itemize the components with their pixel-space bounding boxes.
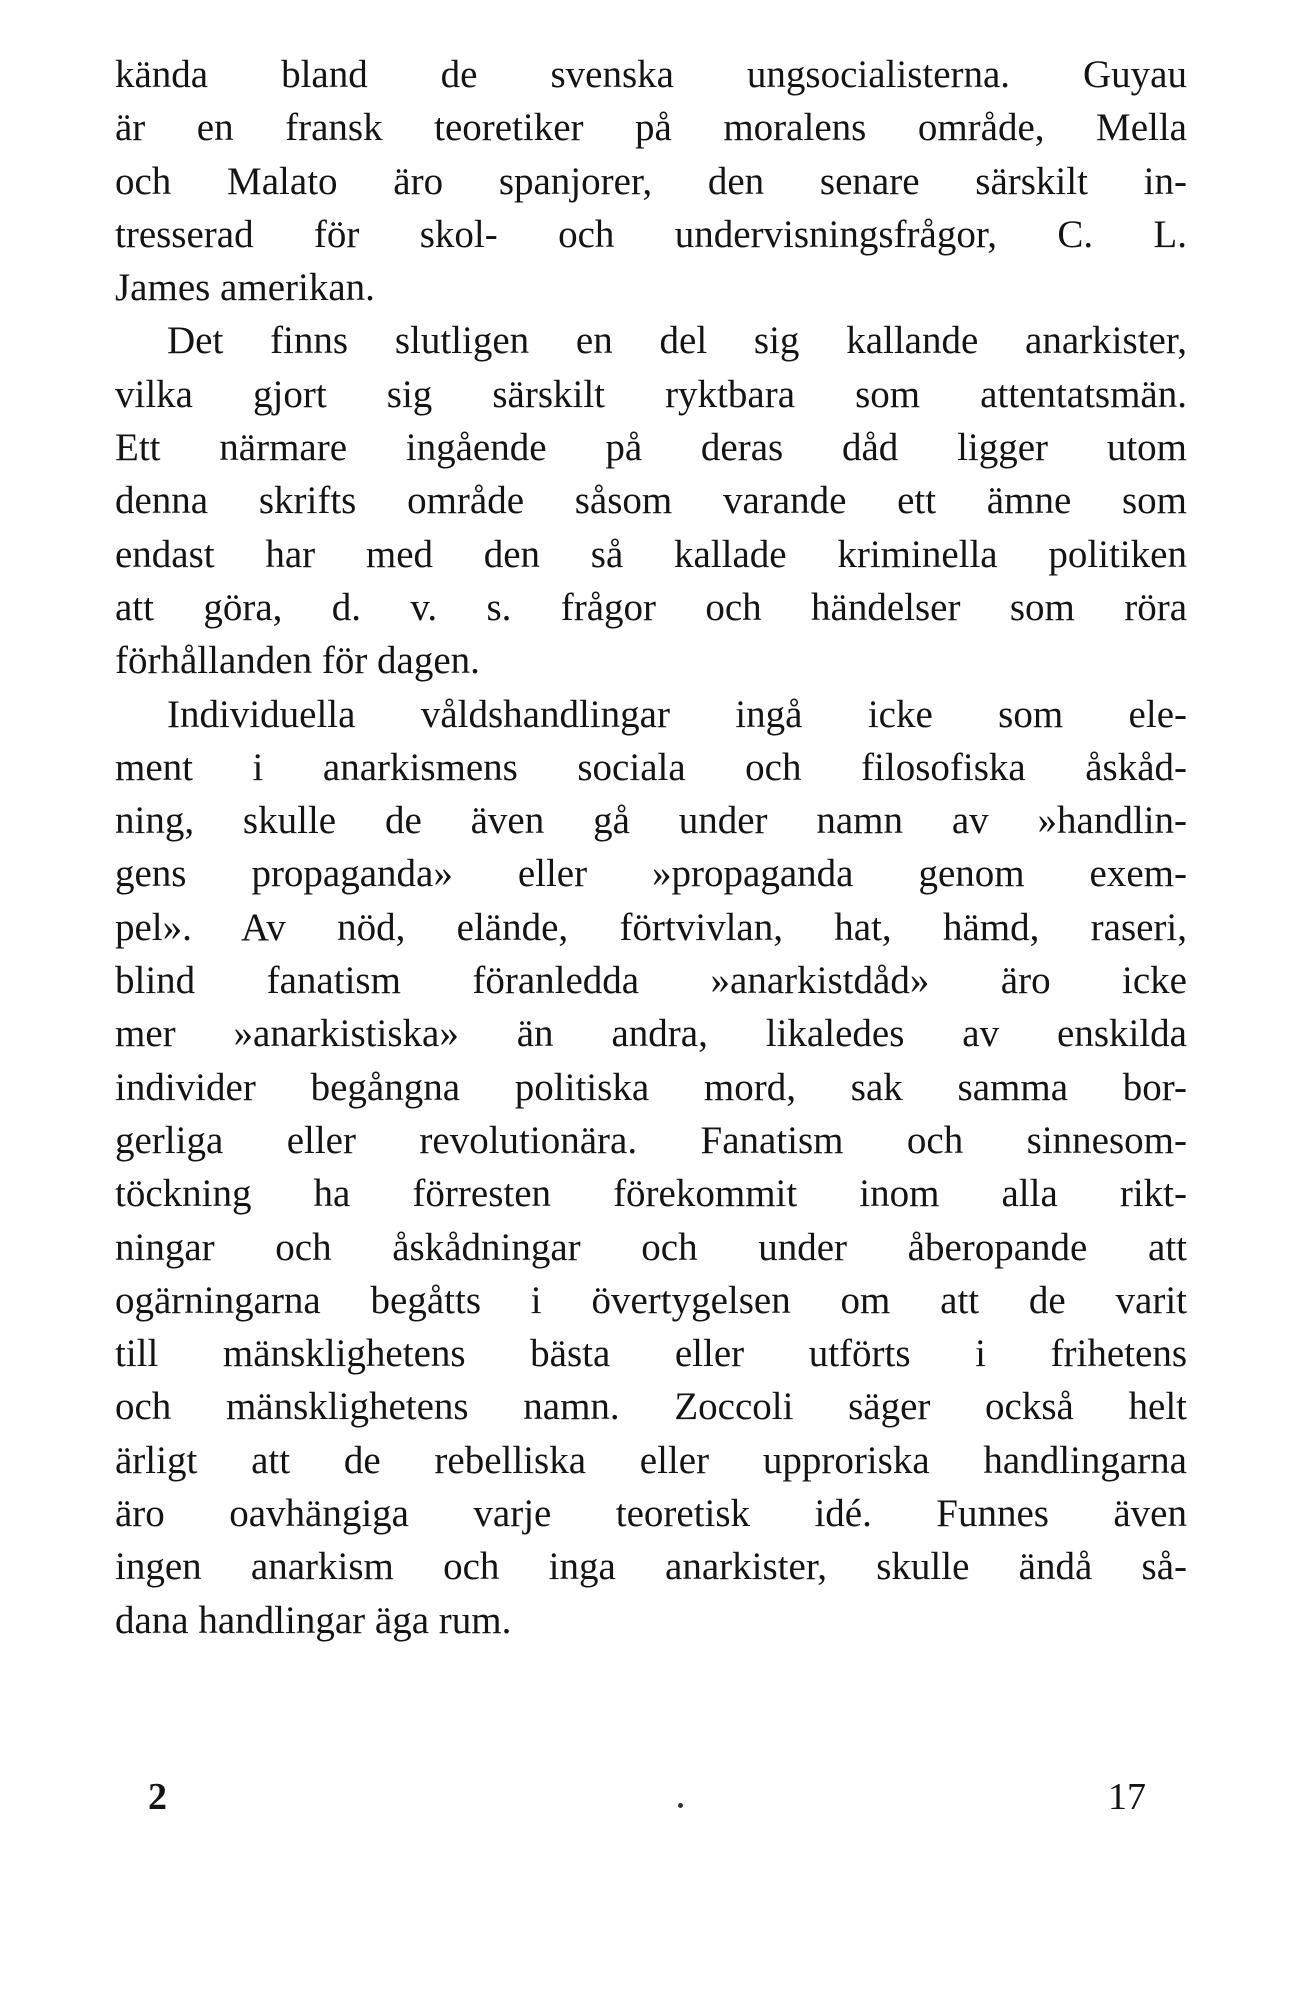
text-line: ment i anarkismens sociala och filosofiska åskåd- [115,745,1187,789]
text-line: blind fanatism föranledda »anarkistdåd» äro icke [115,959,1187,1003]
text-line: James amerikan. [115,266,375,310]
text-line: dana handlingar äga rum. [115,1598,512,1642]
text-line: är en fransk teoretiker på moralens område, Mella [115,106,1187,150]
text-line: mer »anarkistiska» än andra, likaledes av enskilda [115,1012,1187,1056]
page-footer [0,1775,1300,1845]
text-line: äro oavhängiga varje teoretisk idé. Funnes även [115,1492,1187,1536]
text-line: Ett närmare ingående på deras dåd ligger utom [115,426,1187,470]
paragraph-start-line: Det finns slutligen en del sig kallande anarkister, [167,319,1187,363]
paragraph-start-line: Individuella våldshandlingar ingå icke som ele- [167,692,1187,736]
decorative-dot [678,1803,683,1808]
text-line: individer begångna politiska mord, sak samma bor- [115,1065,1187,1109]
text-line: töckning ha förresten förekommit inom alla rikt- [115,1172,1187,1216]
text-line: pel». Av nöd, elände, förtvivlan, hat, hämd, raseri, [115,905,1187,949]
text-line: förhållanden för dagen. [115,639,480,683]
text-line: denna skrifts område såsom varande ett ämne som [115,479,1187,523]
signature-mark: 2 [148,1776,167,1818]
text-line: gens propaganda» eller »propaganda genom exem- [115,852,1187,896]
text-line: endast har med den så kallade kriminella politiken [115,532,1187,576]
text-line: ningar och åskådningar och under åberopande att [115,1225,1187,1269]
text-line: och mänsklighetens namn. Zoccoli säger också helt [115,1385,1187,1429]
text-line: ning, skulle de även gå under namn av »handlin- [115,799,1187,843]
text-line: gerliga eller revolutionära. Fanatism och sinnesom- [115,1118,1187,1162]
text-line: tresserad för skol- och undervisningsfrågor, C. L. [115,212,1187,256]
text-line: till mänsklighetens bästa eller utförts i frihetens [115,1332,1187,1376]
text-line: och Malato äro spanjorer, den senare särskilt in- [115,159,1187,203]
text-line: ingen anarkism och inga anarkister, skulle ändå så- [115,1545,1187,1589]
text-line: vilka gjort sig särskilt ryktbara som attentatsmän. [115,372,1187,416]
text-line: kända bland de svenska ungsocialisterna. Guyau [115,53,1187,96]
text-line: ogärningarna begåtts i övertygelsen om att de varit [115,1278,1187,1322]
body-text [115,48,1187,1647]
page-number: 17 [1108,1776,1146,1818]
text-line: att göra, d. v. s. frågor och händelser som röra [115,585,1187,629]
text-line: ärligt att de rebelliska eller upproriska handlingarna [115,1438,1187,1482]
